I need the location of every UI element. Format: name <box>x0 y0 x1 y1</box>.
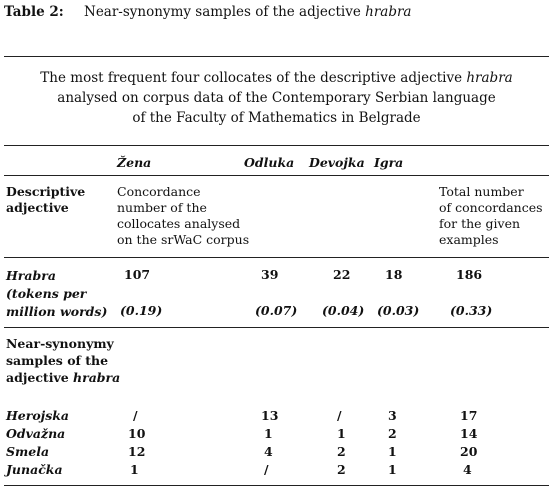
cell-igra: 3 <box>388 408 397 423</box>
hrabra-label: Hrabra (tokens per million words) <box>6 268 108 319</box>
table-caption <box>4 4 411 20</box>
hrabra-count-zena: 107 <box>124 267 151 282</box>
caption-text: Near-synonymy samples of the adjective <box>84 4 366 20</box>
cell-igra: 1 <box>388 444 397 459</box>
row-label: Herojska <box>6 408 70 423</box>
column-header-zena: Žena <box>117 155 152 170</box>
row-label: Odvažna <box>6 426 66 441</box>
heading-line-2: analysed on corpus data of the Contemporary Serbian language <box>57 90 496 106</box>
row-label: Junačka <box>6 462 63 477</box>
cell-odluka: 4 <box>264 444 273 459</box>
near-synonymy-label: Near-synonymy samples of the adjective hrabra <box>6 336 121 385</box>
cell-odluka: 1 <box>264 426 273 441</box>
header-rule <box>4 175 549 176</box>
table-heading <box>4 68 549 128</box>
cell-total: 4 <box>463 462 472 477</box>
column-header-devojka: Devojka <box>309 155 365 170</box>
hrabra-rule <box>4 327 549 328</box>
hrabra-count-odluka: 39 <box>261 267 279 282</box>
cell-total: 14 <box>460 426 478 441</box>
cell-total: 17 <box>460 408 478 423</box>
cell-total: 20 <box>460 444 478 459</box>
hrabra-count-total: 186 <box>456 267 483 282</box>
table-number: Table 2: <box>4 4 64 20</box>
column-header-igra: Igra <box>374 155 404 170</box>
cell-igra: 1 <box>388 462 397 477</box>
concordance-description: Concordance number of the collocates analysed on the srWaC corpus <box>117 184 250 247</box>
cell-devojka: 2 <box>337 462 346 477</box>
cell-odluka: / <box>264 462 269 477</box>
descriptive-rule <box>4 257 549 258</box>
hrabra-pm-odluka: (0.07) <box>255 303 298 318</box>
cell-odluka: 13 <box>261 408 279 423</box>
heading-line-3: of the Faculty of Mathematics in Belgrade <box>132 110 421 126</box>
cell-zena: 10 <box>128 426 146 441</box>
cell-devojka: 2 <box>337 444 346 459</box>
hrabra-pm-devojka: (0.04) <box>322 303 365 318</box>
table-bottom-rule <box>4 485 549 486</box>
cell-igra: 2 <box>388 426 397 441</box>
hrabra-pm-total: (0.33) <box>450 303 493 318</box>
heading-rule <box>4 145 549 146</box>
table-top-rule <box>4 56 549 57</box>
cell-zena: / <box>133 408 138 423</box>
cell-zena: 12 <box>128 444 146 459</box>
descriptive-label: Descriptive adjective <box>6 184 86 215</box>
cell-devojka: / <box>337 408 342 423</box>
caption-adjective: hrabra <box>365 4 412 20</box>
heading-line-1: The most frequent four collocates of the descriptive adjective hrabra <box>40 70 513 86</box>
hrabra-pm-igra: (0.03) <box>377 303 420 318</box>
hrabra-count-igra: 18 <box>385 267 403 282</box>
row-label: Smela <box>6 444 50 459</box>
total-description: Total number of concordances for the given examples <box>439 184 543 247</box>
hrabra-count-devojka: 22 <box>333 267 351 282</box>
hrabra-pm-zena: (0.19) <box>120 303 163 318</box>
cell-devojka: 1 <box>337 426 346 441</box>
cell-zena: 1 <box>130 462 139 477</box>
column-header-odluka: Odluka <box>244 155 295 170</box>
